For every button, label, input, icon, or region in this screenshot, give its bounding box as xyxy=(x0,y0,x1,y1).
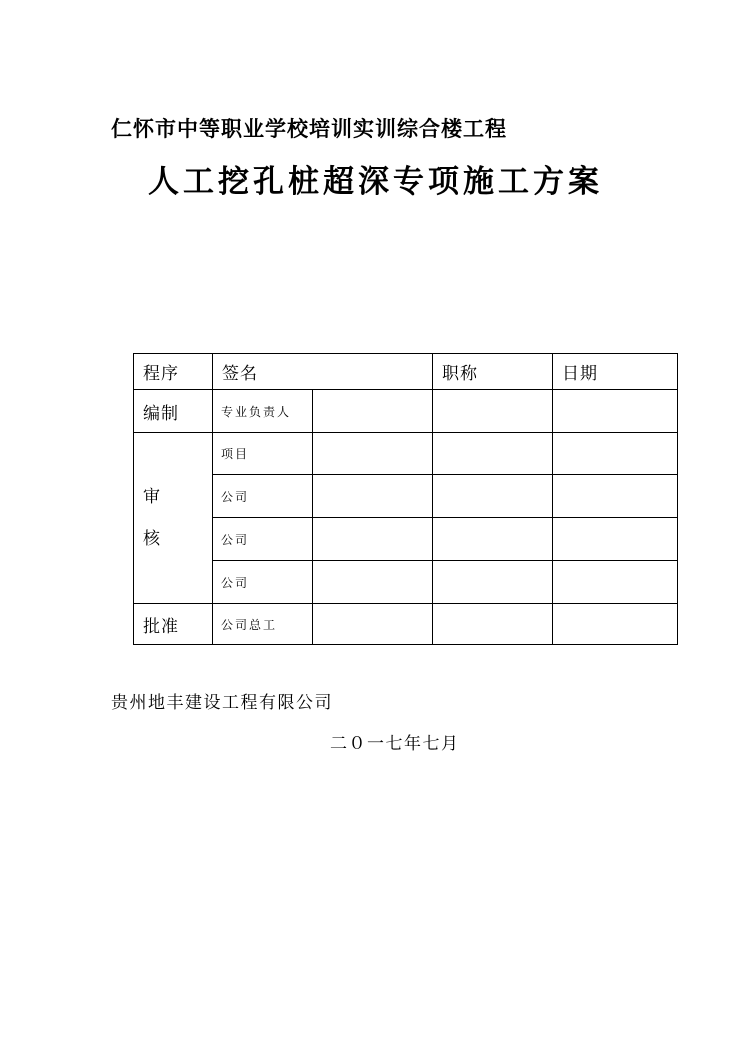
compile-label: 编制 xyxy=(134,390,213,433)
review-title-cell[interactable] xyxy=(433,433,553,475)
table-row-review-4 xyxy=(134,561,678,604)
approve-label: 批准 xyxy=(134,604,213,645)
header-title: 职称 xyxy=(433,354,553,390)
document-date: 二０一七年七月 xyxy=(330,734,460,754)
header-procedure: 程序 xyxy=(134,354,213,390)
approve-date-cell[interactable] xyxy=(553,604,678,645)
compile-signature-cell[interactable] xyxy=(313,390,433,433)
review-signature-cell[interactable] xyxy=(313,518,433,561)
header-date: 日期 xyxy=(553,354,678,390)
review-date-cell[interactable] xyxy=(553,433,678,475)
project-title: 仁怀市中等职业学校培训实训综合楼工程 xyxy=(111,116,507,141)
approve-title-cell[interactable] xyxy=(433,604,553,645)
review-date-cell[interactable] xyxy=(553,475,678,518)
signature-table xyxy=(133,353,678,645)
approve-role: 公司总工 xyxy=(213,604,313,645)
review-signature-cell[interactable] xyxy=(313,433,433,475)
table-row-approve xyxy=(134,604,678,645)
review-title-cell[interactable] xyxy=(433,475,553,518)
compile-role: 专业负责人 xyxy=(213,390,313,433)
review-date-cell[interactable] xyxy=(553,561,678,604)
review-title-cell[interactable] xyxy=(433,518,553,561)
table-row-review-1 xyxy=(134,433,678,475)
review-signature-cell[interactable] xyxy=(313,561,433,604)
header-signature: 签名 xyxy=(213,354,433,390)
review-role: 公司 xyxy=(213,561,313,604)
table-row-compile xyxy=(134,390,678,433)
review-title-cell[interactable] xyxy=(433,561,553,604)
review-label-char-2: 核 xyxy=(143,529,160,549)
review-signature-cell[interactable] xyxy=(313,475,433,518)
review-role: 项目 xyxy=(213,433,313,475)
review-label-char-1: 审 xyxy=(143,487,160,507)
compile-title-cell[interactable] xyxy=(433,390,553,433)
review-label xyxy=(134,433,213,604)
table-row-review-2 xyxy=(134,475,678,518)
table-row-review-3 xyxy=(134,518,678,561)
document-title: 人工挖孔桩超深专项施工方案 xyxy=(148,164,603,200)
company-name: 贵州地丰建设工程有限公司 xyxy=(111,693,333,713)
review-role: 公司 xyxy=(213,518,313,561)
review-date-cell[interactable] xyxy=(553,518,678,561)
compile-date-cell[interactable] xyxy=(553,390,678,433)
table-header-row xyxy=(134,354,678,390)
review-role: 公司 xyxy=(213,475,313,518)
approve-signature-cell[interactable] xyxy=(313,604,433,645)
